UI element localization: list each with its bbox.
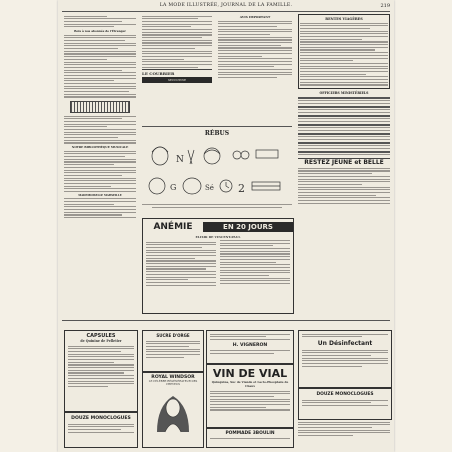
column-4 xyxy=(298,14,390,312)
rebus-block xyxy=(142,126,292,217)
vigneron-title: H. VIGNERON xyxy=(232,342,268,348)
anemie-word: ANÉMIE xyxy=(153,222,193,232)
column-3-top xyxy=(218,14,292,126)
page-title: LA MODE ILLUSTRÉE, JOURNAL DE LA FAMILLE. xyxy=(159,3,293,8)
col1-text-a xyxy=(64,16,136,28)
capsules-title: CAPSULES xyxy=(86,333,116,339)
officiers-title: OFFICIERS MINISTÉRIELS xyxy=(319,91,369,96)
douze-right-ad xyxy=(298,388,392,420)
pommade-title: POMMADE 3BOULIN xyxy=(225,431,275,436)
pommade-ad xyxy=(206,428,294,448)
rebus-title: RÉBUS xyxy=(204,130,230,137)
anemie-cure: EN 20 JOURS xyxy=(203,222,293,232)
column-1 xyxy=(64,14,136,312)
col2-label-b: SECCOTINE xyxy=(142,77,212,83)
col3-text-a xyxy=(218,21,292,79)
officiers-text xyxy=(298,97,390,156)
sucre-ad xyxy=(142,330,204,372)
col1-title-b: NOTRE BIBLIOTHÈQUE MUSICALE xyxy=(71,145,129,150)
douze-left-title: DOUZE MONOCLOGUES xyxy=(71,416,131,421)
ads-divider-rule xyxy=(62,320,390,321)
sucre-title: SUCRE D'ORGE xyxy=(156,333,190,338)
col2-label-a: LE COURRIER xyxy=(142,69,212,76)
anemie-sub: ELIXIR DE VINCENT-PAUL xyxy=(195,235,241,239)
restez-title: RESTEZ JEUNE et BELLE xyxy=(298,158,390,166)
svg-text:2: 2 xyxy=(238,182,245,195)
restez-text xyxy=(298,168,390,204)
douze-right-title: DOUZE MONOCLOGUES xyxy=(316,392,374,397)
col1-text-d xyxy=(64,151,136,192)
capsules-ad xyxy=(64,330,138,412)
desinfectant-title: Un Désinfectant xyxy=(317,339,373,347)
col1-title-c: MADEMOISELLE MARSEILLE xyxy=(78,193,122,197)
vin-de-vial-title: VIN DE VIAL xyxy=(212,367,288,380)
anemie-text xyxy=(143,239,293,287)
woman-portrait-illustration xyxy=(143,386,203,434)
vin-de-vial-ad xyxy=(206,364,294,428)
header-rule xyxy=(62,11,390,12)
svg-text:N: N xyxy=(176,155,184,165)
page-number: 219 xyxy=(380,3,390,9)
newspaper-page xyxy=(58,0,394,452)
rebus-illustration xyxy=(142,138,292,210)
svg-text:Sé: Sé xyxy=(205,184,214,192)
desinfectant-ad xyxy=(298,330,392,388)
col4-bottom-text xyxy=(298,420,390,446)
anemie-ad xyxy=(142,218,294,314)
rentes-title: RENTES VIAGÈRES xyxy=(325,17,363,21)
royal-windsor-ad xyxy=(142,372,204,448)
col1-text-e xyxy=(64,198,136,218)
col1-ornament xyxy=(70,101,130,113)
col2-text-a xyxy=(142,16,212,68)
col1-text-c xyxy=(64,116,136,144)
svg-text:G: G xyxy=(170,183,177,192)
column-2-top xyxy=(142,14,212,126)
vin-de-vial-sub: Quinquina, Suc de Viande et Lacto-Phosphate de Chaux xyxy=(211,380,289,388)
col1-title-a: Bois à nos abonnés de l'Étranger xyxy=(74,29,126,34)
royal-windsor-sub: LE CÉLÈBRE RÉGÉNÉRATEUR DES CHEVEUX xyxy=(148,380,198,386)
capsules-sub: de Quinine de Pelletier xyxy=(80,339,122,343)
col3-title-a: AVIS IMPORTANT xyxy=(239,15,271,19)
rentes-box xyxy=(298,14,390,89)
douze-left-ad xyxy=(64,412,138,448)
royal-windsor-title: ROYAL WINDSOR xyxy=(151,375,195,380)
col1-text-b xyxy=(64,35,136,98)
vigneron-ad xyxy=(206,330,294,364)
